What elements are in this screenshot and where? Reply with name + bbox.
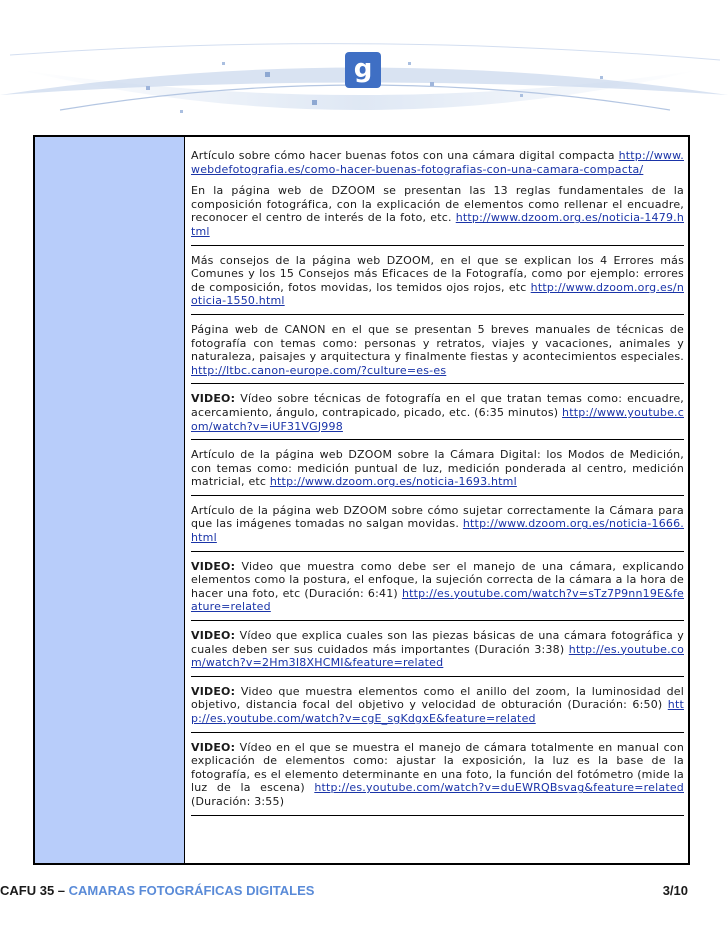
resource-entry (191, 392, 684, 440)
entry-link[interactable]: http://www.dzoom.org.es/noticia-1479.html (191, 211, 685, 238)
entry-link[interactable]: http://www.webdefotografia.es/como-hacer-buenas-fotografias-con-una-camara-compacta/ (191, 149, 684, 176)
entry-description: Artículo sobre cómo hacer buenas fotos con una cámara digital compacta (191, 149, 615, 162)
video-label: VIDEO: (191, 684, 236, 698)
entry-link[interactable]: http://www.dzoom.org.es/noticia-1666.html (191, 517, 684, 545)
entry-link[interactable]: http://es.youtube.com/watch?v=duEWRQBsvag&feature=related (314, 781, 684, 795)
video-label: VIDEO: (191, 559, 236, 573)
entry-link[interactable]: http://www.youtube.com/watch?v=iUF31VGJ998 (191, 405, 684, 433)
resource-entry (191, 149, 684, 176)
left-color-column (35, 137, 185, 863)
entry-link[interactable]: http://ltbc.canon-europe.com/?culture=es-es (191, 363, 447, 377)
page-number: 3/10 (662, 883, 688, 898)
brand-logo-icon: g (345, 52, 381, 88)
course-code: CAFU 35 – (0, 883, 66, 898)
entry-description: Más consejos de la página web DZOOM, en el que se explican los 4 Errores más Comunes y los 15 Consejos más Eficaces de la Fotografía, como por ejemplo: errores de composición, fotos movidas, los temidos ojos rojos, etc (191, 253, 684, 294)
video-label: VIDEO: (191, 740, 236, 754)
video-label: VIDEO: (191, 392, 236, 406)
resource-entry (191, 448, 684, 496)
entry-description: Vídeo en el que se muestra el manejo de cámara totalmente en manual con explicación de elementos como: ajustar la exposición, la luz es la base de la fotografía, es el elemento determinante en una foto, la función del fotómetro (mide la luz de la escena) (191, 740, 685, 795)
header-banner (0, 0, 728, 135)
entry-description: En la página web de DZOOM se presentan las 13 reglas fundamentales de la composición fotográfica, con la explicación de elementos como rellenar el encuadre, reconocer el centro de interés de la foto, etc. (191, 184, 684, 225)
entry-description: Video que muestra elementos como el anillo del zoom, la luminosidad del objetivo, distancia focal del objetivo y velocidad de obturación (Duración: 6:50) (191, 684, 684, 712)
entry-description: Artículo de la página web DZOOM sobre la Cámara Digital: los Modos de Medición, con temas como: medición puntual de luz, medición ponderada al centro, medición matricial, etc (191, 448, 684, 489)
entry-link[interactable]: http://www.dzoom.org.es/noticia-1550.html (191, 280, 684, 308)
entry-description: Video que muestra como debe ser el manejo de una cámara, explicando elementos como la postura, el enfoque, la sujeción correcta de la cámara a la hora de hacer una foto, etc (Duración: 6:41) (191, 559, 684, 600)
resource-entry (191, 254, 684, 315)
entry-description: Vídeo sobre técnicas de fotografía en el que tratan temas como: encuadre, acercamiento, ángulo, contrapicado, picado, etc. (6:35 minutos) (191, 392, 684, 419)
entry-link[interactable]: http://es.youtube.com/watch?v=cgE_sgKdgxE&feature=related (191, 698, 684, 725)
entry-description: Página web de CANON en el que se presentan 5 breves manuales de técnicas de fotografía con temas como: personas y retratos, viajes y vacaciones, animales y naturaleza, paisajes y arquitectura y finalmente fiestas y acontecimientos especiales. (191, 322, 684, 364)
resource-list (185, 137, 688, 863)
resource-entry (191, 741, 684, 816)
video-label: VIDEO: (191, 629, 236, 643)
entry-description: Vídeo que explica cuales son las piezas básicas de una cámara fotográfica y cuales deben ser sus cuidados más importantes (Duración 3:38) (191, 629, 684, 656)
resource-entry (191, 560, 684, 621)
entry-description: Artículo de la página web DZOOM sobre cómo sujetar correctamente la Cámara para que las imágenes tomadas no salgan movidas. (191, 503, 684, 531)
entry-duration: (Duración: 3:55) (191, 794, 285, 808)
resource-entry (191, 504, 684, 552)
resource-entry (191, 685, 684, 733)
entry-link[interactable]: http://es.youtube.com/watch?v=2Hm3I8XHCMI&feature=related (191, 642, 684, 670)
resource-entry (191, 184, 684, 245)
resource-entry (191, 323, 684, 384)
content-table (33, 135, 690, 865)
page-footer (0, 883, 700, 898)
resource-entry (191, 629, 684, 677)
entry-link[interactable]: http://www.dzoom.org.es/noticia-1693.html (269, 475, 517, 489)
entry-link[interactable]: http://es.youtube.com/watch?v=sTz7P9nn19E&feature=related (191, 586, 684, 614)
course-title: CAMARAS FOTOGRÁFICAS DIGITALES (68, 883, 315, 898)
